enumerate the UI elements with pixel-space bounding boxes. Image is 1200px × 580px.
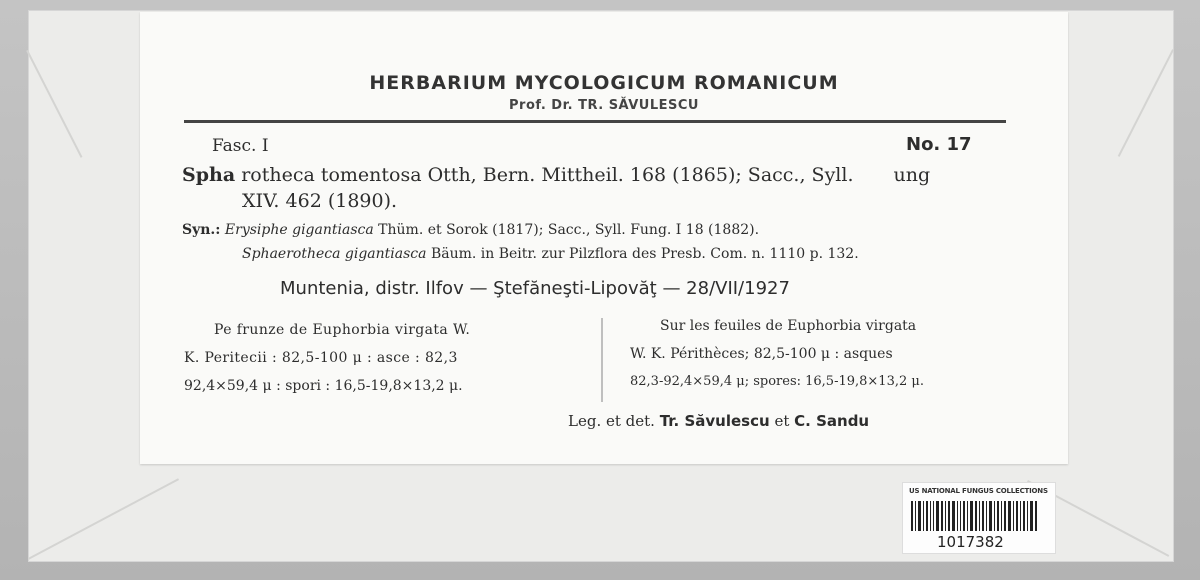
envelope-fold-bottom-left (28, 478, 179, 560)
title-rule (184, 120, 1006, 123)
barcode-institution: US NATIONAL FUNGUS COLLECTIONS (909, 487, 1048, 495)
collectors-prefix: Leg. et det. (568, 412, 655, 430)
species-line-1-tail: ung (893, 164, 931, 186)
collectors-joiner: et (774, 412, 790, 430)
description-fr-line-2: W. K. Périthèces; 82,5-100 μ : asques (630, 346, 893, 362)
column-divider (601, 318, 603, 402)
barcode (911, 501, 1047, 531)
fascicle: Fasc. I (212, 136, 269, 156)
description-fr-line-3: 82,3-92,4×59,4 μ; spores: 16,5-19,8×13,2 μ. (630, 374, 924, 389)
description-ro-line-2: K. Peritecii : 82,5-100 μ : asce : 82,3 (184, 350, 458, 366)
description-ro-line-1: Pe frunze de Euphorbia virgata W. (214, 322, 471, 338)
collector-2: C. Sandu (794, 412, 870, 430)
synonym-line-1 (182, 222, 759, 238)
synonym-line-2 (242, 246, 859, 262)
barcode-label (902, 482, 1056, 554)
species-line-1-text: rotheca tomentosa Otth, Bern. Mittheil. 168 (1865); Sacc., Syll. (241, 164, 854, 186)
specimen-number: No. 17 (906, 134, 972, 155)
label-subtitle: Prof. Dr. TR. SĂVULESCU (509, 98, 699, 113)
label-title: HERBARIUM MYCOLOGICUM ROMANICUM (369, 72, 839, 94)
locality: Muntenia, distr. Ilfov — Ştefăneşti-Lipovăţ — 28/VII/1927 (280, 278, 790, 299)
species-genus-fragment: Spha (182, 164, 236, 186)
synonym-2-name: Sphaerotheca gigantiasca (242, 246, 427, 262)
description-ro-line-3: 92,4×59,4 μ : spori : 16,5-19,8×13,2 μ. (184, 378, 463, 394)
species-line-2: XIV. 462 (1890). (242, 190, 398, 212)
synonym-2-text: Bäum. in Beitr. zur Pilzflora des Presb. Com. n. 1110 p. 132. (430, 246, 859, 262)
description-fr-line-1: Sur les feuiles de Euphorbia virgata (660, 318, 917, 334)
collector-1: Tr. Săvulescu (659, 412, 770, 430)
envelope-fold-left (26, 50, 82, 158)
synonym-1-text: Thüm. et Sorok (1817); Sacc., Syll. Fung. I 18 (1882). (378, 222, 760, 238)
barcode-number: 1017382 (937, 533, 1004, 551)
collectors (568, 412, 869, 430)
synonym-1-name: Erysiphe gigantiasca (224, 222, 374, 238)
synonym-label: Syn.: (182, 222, 221, 238)
envelope-fold-right (1118, 49, 1174, 157)
herbarium-label (140, 12, 1068, 464)
species-line-1 (182, 164, 930, 186)
